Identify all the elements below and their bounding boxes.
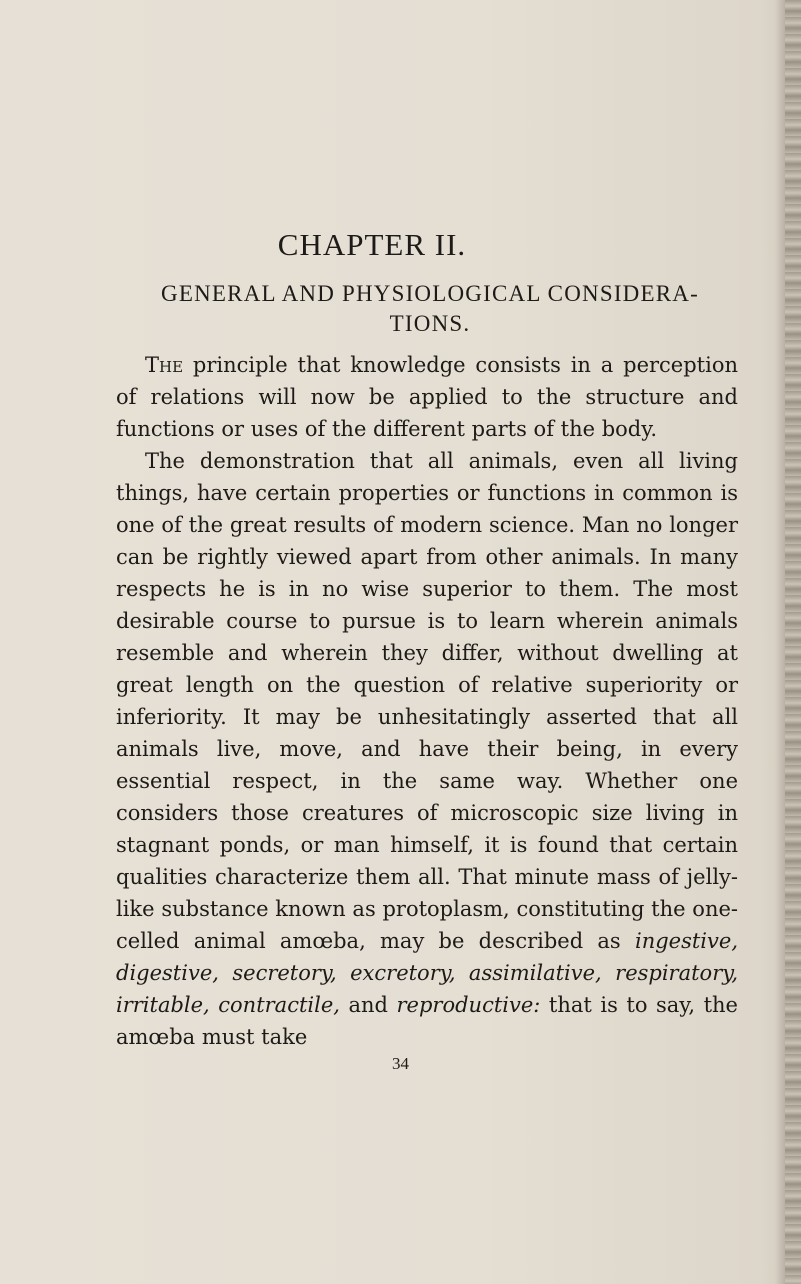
lead-word: The: [145, 353, 184, 377]
paragraph-2-tail: that is to say, the amœba must take: [116, 993, 738, 1049]
page-number: 34: [392, 1054, 409, 1073]
italic-terms: ingestive, digestive, secretory, excretory, assimilative, respiratory, irritable, contractile,: [116, 929, 738, 1017]
paragraph-1: [116, 349, 738, 445]
paragraph-1-text: principle that knowledge consists in a perception of relations will now be applied to the structure and functions or uses of the different parts of the body.: [116, 353, 738, 441]
paragraph-2-text: The demonstration that all animals, even all living things, have certain properties or functions in common is one of the great results of modern science. Man no longer can be rightly viewed apart from other animals. In many respects he is in no wise superior to them. The most desirable course to pursue is to learn wherein animals resemble and wherein they differ, without dwelling at great length on the question of relative superiority or inferiority. It may be unhesitatingly asserted that all animals live, move, and have their being, in every essential respect, in the same way. Whether one considers those creatures of microscopic size living in stagnant ponds, or man himself, it is found that certain qualities characterize them all. That minute mass of jelly-like substance known as protoplasm, constituting the one-celled animal amœba, may be described as: [116, 449, 738, 953]
body-text: [116, 349, 738, 1053]
page-edge-shadow: [775, 0, 785, 1284]
italic-last-term: reproductive:: [396, 993, 541, 1017]
book-edge: [785, 0, 801, 1284]
section-heading: GENERAL AND PHYSIOLOGICAL CONSIDERA- TIONS.: [161, 281, 699, 336]
connector-text: and: [339, 993, 397, 1017]
chapter-title: CHAPTER II.: [277, 227, 467, 262]
paragraph-2: [116, 445, 738, 1053]
